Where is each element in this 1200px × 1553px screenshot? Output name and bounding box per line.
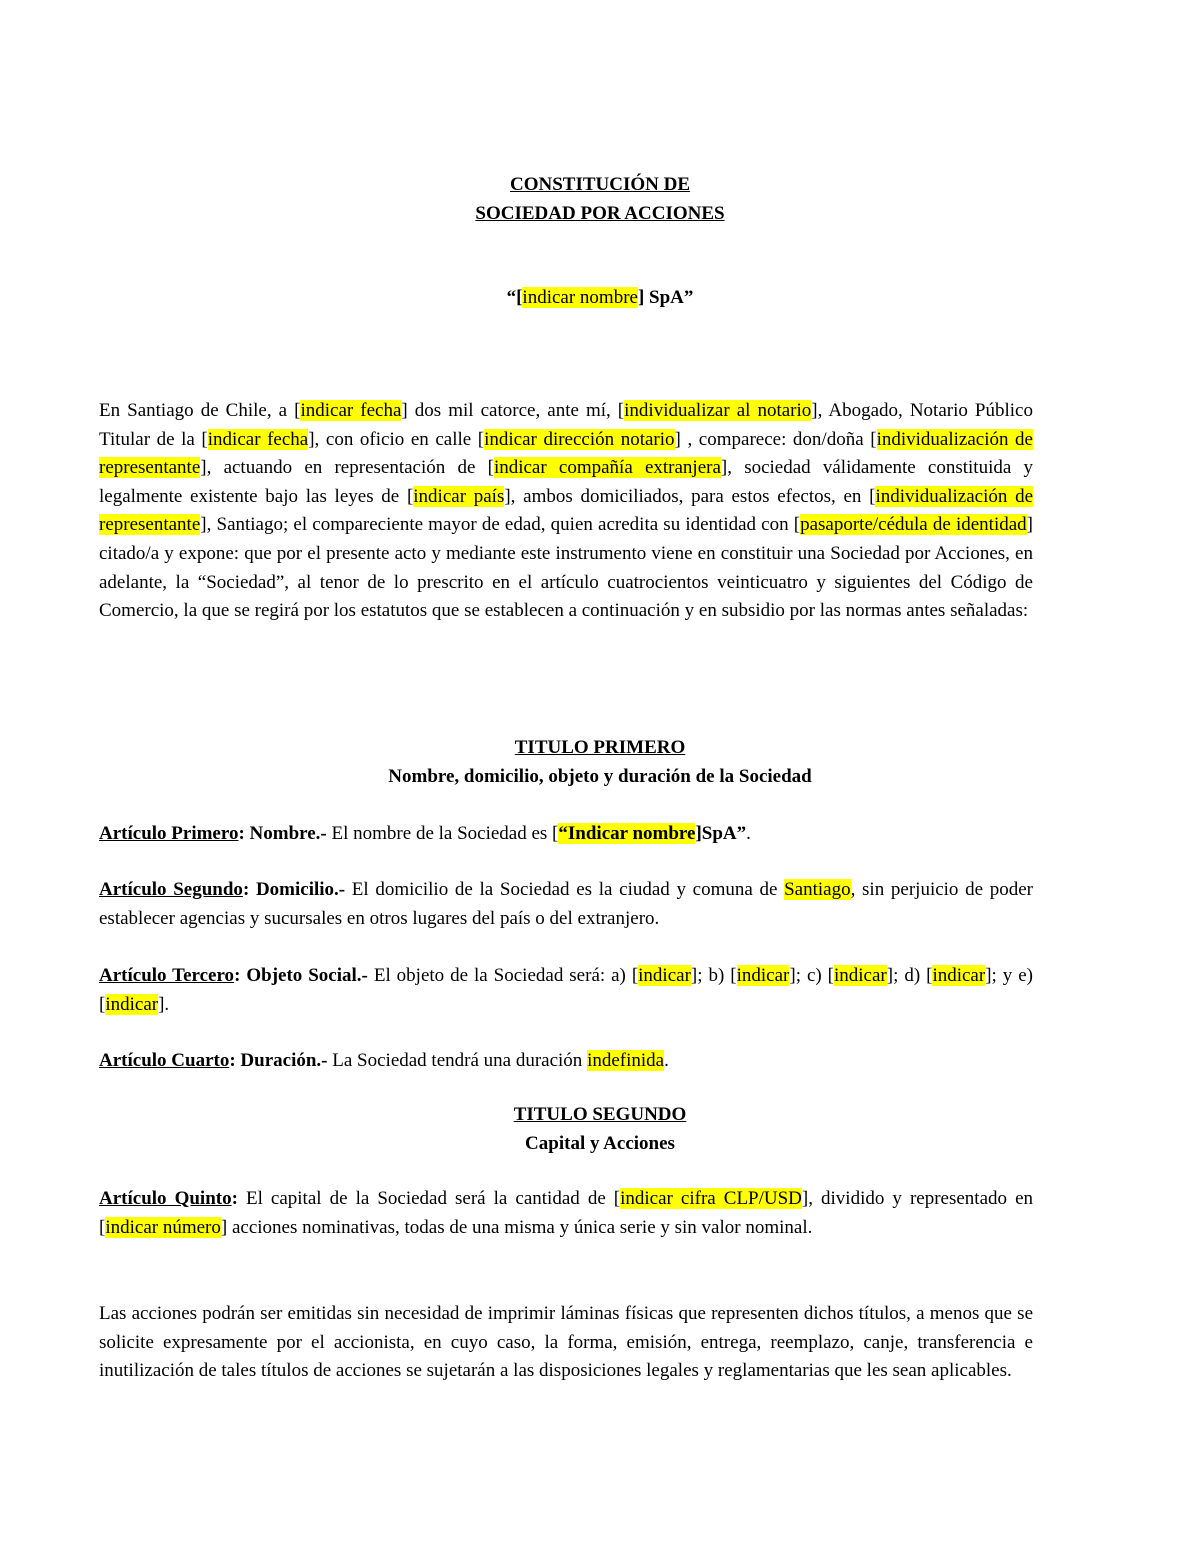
article-term: Nombre.- [244,823,327,844]
placeholder-highlight: indicar [932,965,986,986]
article-label: Artículo Quinto [99,1188,232,1209]
article-label: Artículo Primero [99,823,239,844]
intro-paragraph [99,397,1033,626]
article-term: Duración.- [235,1050,328,1071]
article-text: ]; c) [ [789,965,834,986]
article-text: ]SpA” [695,823,747,844]
company-name [0,283,1200,312]
article-colon: : [242,879,250,900]
titulo-segundo-heading: TITULO SEGUNDO [513,1104,687,1125]
article-label: Artículo Cuarto [99,1050,230,1071]
articulo-primero [99,820,1033,849]
placeholder-highlight: indicar número [105,1216,221,1238]
articulo-tercero [99,962,1033,1019]
article-term: Objeto Social.- [240,965,368,986]
title-line-2: SOCIEDAD POR ACCIONES [475,203,725,224]
articulo-segundo [99,876,1033,933]
articulo-cuarto [99,1047,1033,1076]
intro-text: ], ambos domiciliados, para estos efectos, en [ [504,485,876,507]
company-open: “[ [506,287,523,308]
intro-text: ], Abogado, Notario Público Titular de la [ [99,400,1033,450]
placeholder-highlight: indicar cifra CLP/USD [620,1188,802,1209]
title-line-1: CONSTITUCIÓN DE [509,174,690,195]
placeholder-highlight: individualización de representante [99,485,1034,536]
article-colon: : [229,1050,236,1071]
titulo-primero [0,733,1200,791]
titulo-segundo-subheading: Capital y Acciones [525,1133,675,1154]
intro-text: ] citado/a y expone: que por el presente acto y mediante este instrumento viene en constituir una Sociedad por Acciones, en adelante, la “Sociedad”, al tenor de lo prescrito en el artículo cuatrocientos veinticuatro y siguientes del Código de Comercio, la que se regirá por los estatutos que se establecen a continuación y en subsidio por las normas antes señaladas: [99,514,1033,622]
intro-text: ], actuando en representación de [ [200,457,494,479]
acciones-paragraph: Las acciones podrán ser emitidas sin necesidad de imprimir láminas físicas que representen dichos títulos, a menos que se solicite expresamente por el accionista, en cuyo caso, la forma, emisión, entrega, reemplazo, canje, transferencia e inutilización de tales títulos de acciones se sujetarán a las disposiciones legales y reglamentarias que les sean aplicables. [99,1303,1033,1382]
placeholder-highlight: indicar fecha [300,400,402,421]
titulo-primero-heading: TITULO PRIMERO [514,737,686,758]
article-colon: : [238,823,245,844]
intro-text: ] dos mil catorce, ante mí, [ [401,400,625,421]
placeholder-highlight: indicar fecha [207,428,309,450]
article-colon: : [234,965,241,986]
article-text: ]; d) [ [886,965,933,986]
article-colon: : [231,1188,238,1209]
intro-text: ] , comparece: don/doña [ [674,428,877,450]
titulo-segundo [0,1100,1200,1158]
placeholder-highlight: individualizar al notario [624,400,812,421]
intro-text: En Santiago de Chile, a [ [99,400,301,421]
placeholder-highlight: indefinida [587,1050,665,1071]
intro-text: ], sociedad válidamente constituida y legalmente existente bajo las leyes de [ [99,457,1033,507]
article-label: Artículo Tercero [99,965,235,986]
article-text: El objeto de la Sociedad será: a) [ [367,965,639,986]
article-text: , sin perjuicio de poder establecer agencias y sucursales en otros lugares del país o del extranjero. [99,879,1033,929]
placeholder-highlight: indicar compañía extranjera [493,457,721,479]
article-text: ]; b) [ [690,965,737,986]
placeholder-highlight: “Indicar nombre [558,823,696,844]
article-label: Artículo Segundo [99,879,243,900]
company-close: ] SpA” [637,287,694,308]
placeholder-highlight: indicar [638,965,691,986]
placeholder-highlight: Santiago [784,879,851,900]
article-text: La Sociedad tendrá una duración [327,1050,588,1071]
titulo-primero-subheading: Nombre, domicilio, objeto y duración de la Sociedad [388,766,812,787]
placeholder-highlight: pasaporte/cédula de identidad [800,514,1027,536]
articulo-quinto [99,1185,1033,1242]
article-text: ]; y e) [ [99,965,1033,1015]
article-text: . [664,1050,669,1071]
placeholder-highlight: individualización de representante [99,428,1033,479]
article-text: ]. [158,993,170,1015]
company-placeholder: indicar nombre [522,287,638,308]
placeholder-highlight: indicar dirección notario [484,428,675,450]
placeholder-highlight: indicar [833,965,887,986]
intro-text: ], Santiago; el compareciente mayor de edad, quien acredita su identidad con [ [200,514,801,536]
intro-text: ], con oficio en calle [ [308,428,485,450]
placeholder-highlight: indicar [105,993,159,1015]
article-text: El capital de la Sociedad será la cantidad de [ [237,1188,621,1209]
placeholder-highlight: indicar [736,965,790,986]
placeholder-highlight: indicar país [413,485,505,507]
article-text: ] acciones nominativas, todas de una misma y única serie y sin valor nominal. [220,1216,813,1238]
document-title [0,170,1200,228]
article-text: ], dividido y representado en [ [99,1188,1033,1238]
article-text: . [746,823,751,844]
article-text: El domicilio de la Sociedad es la ciudad y comuna de [345,879,785,900]
article-text: El nombre de la Sociedad es [ [326,823,559,844]
article-term: Domicilio.- [249,879,346,900]
